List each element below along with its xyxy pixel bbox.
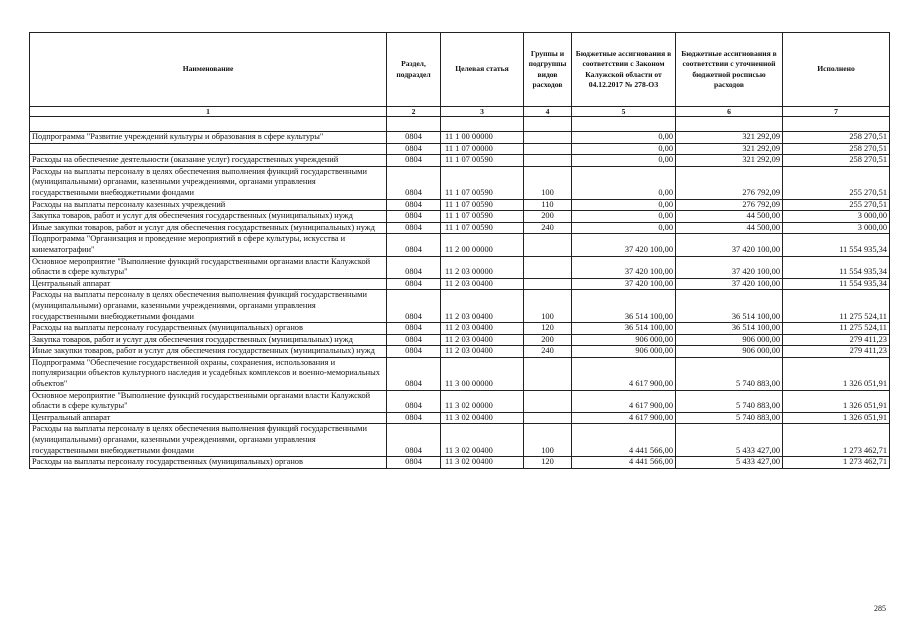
row-target-cell: 11 1 00 00000 — [441, 132, 524, 144]
row-group-cell: 120 — [524, 323, 572, 335]
row-section-cell: 0804 — [387, 346, 441, 358]
header-executed: Исполнено — [783, 33, 890, 107]
row-target-cell: 11 3 02 00400 — [441, 424, 524, 457]
row-group-cell — [524, 256, 572, 278]
row-target-cell: 11 2 03 00400 — [441, 323, 524, 335]
table-row — [30, 256, 890, 278]
row-target-cell: 11 2 03 00400 — [441, 278, 524, 290]
row-law-amount-cell: 37 420 100,00 — [572, 256, 676, 278]
row-name-cell: Иные закупки товаров, работ и услуг для обеспечения государственных (муниципальных) нужд — [30, 346, 387, 358]
row-target-cell: 11 2 03 00400 — [441, 346, 524, 358]
row-executed-amount-cell: 258 270,51 — [783, 155, 890, 167]
table-row — [30, 155, 890, 167]
header-target: Целевая статья — [441, 33, 524, 107]
row-target-cell: 11 3 02 00400 — [441, 412, 524, 424]
row-group-cell: 110 — [524, 199, 572, 211]
row-name-cell: Центральный аппарат — [30, 412, 387, 424]
row-section-cell: 0804 — [387, 256, 441, 278]
table-row — [30, 132, 890, 144]
row-target-cell: 11 2 03 00400 — [441, 334, 524, 346]
row-name-cell: Расходы на выплаты персоналу в целях обеспечения выполнения функций государственными (муниципальными) органами, казенными учреждениями, органами управления государственными внебюджетными фондами — [30, 166, 387, 199]
budget-table-sheet — [29, 32, 889, 469]
row-name-cell: Расходы на выплаты персоналу государственных (муниципальных) органов — [30, 457, 387, 469]
row-executed-amount-cell: 3 000,00 — [783, 222, 890, 234]
row-section-cell: 0804 — [387, 357, 441, 390]
row-law-amount-cell: 4 617 900,00 — [572, 412, 676, 424]
table-row — [30, 222, 890, 234]
row-target-cell: 11 1 07 00590 — [441, 199, 524, 211]
row-group-cell: 100 — [524, 424, 572, 457]
row-law-amount-cell: 0,00 — [572, 211, 676, 223]
row-section-cell: 0804 — [387, 211, 441, 223]
column-number: 1 — [30, 107, 387, 117]
column-number: 5 — [572, 107, 676, 117]
row-executed-amount-cell: 1 326 051,91 — [783, 390, 890, 412]
page-number: 285 — [874, 604, 886, 613]
row-revised-amount-cell: 321 292,09 — [676, 132, 783, 144]
table-row — [30, 457, 890, 469]
table-row — [30, 199, 890, 211]
row-name-cell: Расходы на обеспечение деятельности (оказание услуг) государственных учреждений — [30, 155, 387, 167]
row-group-cell: 240 — [524, 346, 572, 358]
row-group-cell — [524, 412, 572, 424]
row-law-amount-cell: 0,00 — [572, 199, 676, 211]
row-name-cell: Закупка товаров, работ и услуг для обеспечения государственных (муниципальных) нужд — [30, 211, 387, 223]
row-executed-amount-cell: 11 554 935,34 — [783, 278, 890, 290]
header-budget-law: Бюджетные ассигнования в соответствии с Законом Калужской области от 04.12.2017 № 278-ОЗ — [572, 33, 676, 107]
table-row — [30, 211, 890, 223]
row-revised-amount-cell: 5 740 883,00 — [676, 357, 783, 390]
row-group-cell — [524, 278, 572, 290]
row-group-cell — [524, 357, 572, 390]
row-law-amount-cell: 906 000,00 — [572, 346, 676, 358]
row-section-cell: 0804 — [387, 222, 441, 234]
row-name-cell: Иные закупки товаров, работ и услуг для обеспечения государственных (муниципальных) нужд — [30, 222, 387, 234]
row-section-cell: 0804 — [387, 457, 441, 469]
row-name-cell: Подпрограмма "Обеспечение государственной охраны, сохранения, использования и популяризации объектов культурного наследия и усадебных комплексов и военно-мемориальных объектов" — [30, 357, 387, 390]
row-executed-amount-cell: 1 326 051,91 — [783, 357, 890, 390]
table-row — [30, 290, 890, 323]
row-target-cell: 11 2 03 00000 — [441, 256, 524, 278]
table-row — [30, 412, 890, 424]
row-executed-amount-cell: 255 270,51 — [783, 199, 890, 211]
row-group-cell — [524, 155, 572, 167]
column-number: 6 — [676, 107, 783, 117]
row-name-cell: Закупка товаров, работ и услуг для обеспечения государственных (муниципальных) нужд — [30, 334, 387, 346]
row-law-amount-cell: 36 514 100,00 — [572, 290, 676, 323]
row-executed-amount-cell: 258 270,51 — [783, 132, 890, 144]
row-revised-amount-cell: 906 000,00 — [676, 334, 783, 346]
row-target-cell: 11 1 07 00590 — [441, 211, 524, 223]
row-law-amount-cell: 36 514 100,00 — [572, 323, 676, 335]
row-target-cell: 11 1 07 00590 — [441, 155, 524, 167]
row-name-cell: Расходы на выплаты персоналу казенных учреждений — [30, 199, 387, 211]
row-target-cell: 11 2 03 00400 — [441, 290, 524, 323]
row-section-cell: 0804 — [387, 390, 441, 412]
row-law-amount-cell: 0,00 — [572, 166, 676, 199]
row-executed-amount-cell: 11 554 935,34 — [783, 234, 890, 256]
row-revised-amount-cell: 5 433 427,00 — [676, 457, 783, 469]
row-revised-amount-cell: 37 420 100,00 — [676, 234, 783, 256]
row-section-cell: 0804 — [387, 323, 441, 335]
row-executed-amount-cell: 11 275 524,11 — [783, 290, 890, 323]
row-law-amount-cell: 0,00 — [572, 143, 676, 155]
row-executed-amount-cell: 3 000,00 — [783, 211, 890, 223]
header-budget-revised: Бюджетные ассигнования в соответствии с уточненной бюджетной росписью расходов — [676, 33, 783, 107]
row-section-cell: 0804 — [387, 290, 441, 323]
row-law-amount-cell: 37 420 100,00 — [572, 234, 676, 256]
row-law-amount-cell: 4 441 566,00 — [572, 424, 676, 457]
row-group-cell: 200 — [524, 334, 572, 346]
row-name-cell: Подпрограмма "Организация и проведение мероприятий в сфере культуры, искусства и кинематографии" — [30, 234, 387, 256]
row-revised-amount-cell: 321 292,09 — [676, 143, 783, 155]
row-section-cell: 0804 — [387, 334, 441, 346]
row-executed-amount-cell: 255 270,51 — [783, 166, 890, 199]
row-target-cell: 11 2 00 00000 — [441, 234, 524, 256]
row-revised-amount-cell: 321 292,09 — [676, 155, 783, 167]
row-target-cell: 11 1 07 00000 — [441, 143, 524, 155]
row-group-cell: 100 — [524, 166, 572, 199]
table-body — [30, 117, 890, 469]
row-executed-amount-cell: 279 411,23 — [783, 346, 890, 358]
header-row — [30, 33, 890, 107]
row-section-cell: 0804 — [387, 234, 441, 256]
row-revised-amount-cell: 906 000,00 — [676, 346, 783, 358]
row-section-cell: 0804 — [387, 155, 441, 167]
table-row — [30, 346, 890, 358]
row-revised-amount-cell: 276 792,09 — [676, 199, 783, 211]
row-target-cell: 11 3 02 00000 — [441, 390, 524, 412]
table-row — [30, 424, 890, 457]
row-group-cell — [524, 390, 572, 412]
table-row — [30, 166, 890, 199]
row-name-cell: Основное мероприятие "Выполнение функций государственными органами власти Калужской области в сфере культуры" — [30, 390, 387, 412]
row-section-cell: 0804 — [387, 132, 441, 144]
row-law-amount-cell: 4 441 566,00 — [572, 457, 676, 469]
row-law-amount-cell: 0,00 — [572, 222, 676, 234]
row-target-cell: 11 3 02 00400 — [441, 457, 524, 469]
row-law-amount-cell: 4 617 900,00 — [572, 357, 676, 390]
row-revised-amount-cell: 5 740 883,00 — [676, 412, 783, 424]
row-name-cell: Центральный аппарат — [30, 278, 387, 290]
column-number-row — [30, 107, 890, 117]
row-group-cell: 240 — [524, 222, 572, 234]
row-name-cell: Подпрограмма "Развитие учреждений культуры и образования в сфере культуры" — [30, 132, 387, 144]
column-number: 2 — [387, 107, 441, 117]
row-name-cell — [30, 143, 387, 155]
spacer-row — [30, 117, 890, 132]
row-law-amount-cell: 0,00 — [572, 155, 676, 167]
row-executed-amount-cell: 11 554 935,34 — [783, 256, 890, 278]
row-target-cell: 11 3 00 00000 — [441, 357, 524, 390]
table-row — [30, 143, 890, 155]
row-group-cell: 120 — [524, 457, 572, 469]
column-number: 7 — [783, 107, 890, 117]
row-law-amount-cell: 0,00 — [572, 132, 676, 144]
row-law-amount-cell: 4 617 900,00 — [572, 390, 676, 412]
header-groups: Группы и подгруппы видов расходов — [524, 33, 572, 107]
row-target-cell: 11 1 07 00590 — [441, 166, 524, 199]
row-section-cell: 0804 — [387, 166, 441, 199]
row-executed-amount-cell: 1 326 051,91 — [783, 412, 890, 424]
row-group-cell: 100 — [524, 290, 572, 323]
budget-table — [29, 32, 890, 469]
row-section-cell: 0804 — [387, 424, 441, 457]
row-executed-amount-cell: 11 275 524,11 — [783, 323, 890, 335]
row-law-amount-cell: 906 000,00 — [572, 334, 676, 346]
row-group-cell — [524, 234, 572, 256]
row-executed-amount-cell: 1 273 462,71 — [783, 457, 890, 469]
row-revised-amount-cell: 36 514 100,00 — [676, 323, 783, 335]
row-revised-amount-cell: 276 792,09 — [676, 166, 783, 199]
row-group-cell: 200 — [524, 211, 572, 223]
row-name-cell: Расходы на выплаты персоналу государственных (муниципальных) органов — [30, 323, 387, 335]
table-row — [30, 278, 890, 290]
row-section-cell: 0804 — [387, 278, 441, 290]
column-number: 3 — [441, 107, 524, 117]
row-target-cell: 11 1 07 00590 — [441, 222, 524, 234]
table-row — [30, 323, 890, 335]
row-revised-amount-cell: 44 500,00 — [676, 211, 783, 223]
row-revised-amount-cell: 37 420 100,00 — [676, 278, 783, 290]
row-revised-amount-cell: 37 420 100,00 — [676, 256, 783, 278]
row-section-cell: 0804 — [387, 199, 441, 211]
table-row — [30, 234, 890, 256]
header-name: Наименование — [30, 33, 387, 107]
table-row — [30, 357, 890, 390]
row-law-amount-cell: 37 420 100,00 — [572, 278, 676, 290]
row-group-cell — [524, 132, 572, 144]
row-group-cell — [524, 143, 572, 155]
row-executed-amount-cell: 258 270,51 — [783, 143, 890, 155]
row-section-cell: 0804 — [387, 412, 441, 424]
row-name-cell: Основное мероприятие "Выполнение функций государственными органами власти Калужской области в сфере культуры" — [30, 256, 387, 278]
table-row — [30, 334, 890, 346]
row-section-cell: 0804 — [387, 143, 441, 155]
row-name-cell: Расходы на выплаты персоналу в целях обеспечения выполнения функций государственными (муниципальными) органами, казенными учреждениями, органами управления государственными внебюджетными фондами — [30, 424, 387, 457]
header-section: Раздел, подраздел — [387, 33, 441, 107]
row-revised-amount-cell: 36 514 100,00 — [676, 290, 783, 323]
row-name-cell: Расходы на выплаты персоналу в целях обеспечения выполнения функций государственными (муниципальными) органами, казенными учреждениями, органами управления государственными внебюджетными фондами — [30, 290, 387, 323]
row-revised-amount-cell: 5 433 427,00 — [676, 424, 783, 457]
row-executed-amount-cell: 279 411,23 — [783, 334, 890, 346]
column-number: 4 — [524, 107, 572, 117]
row-revised-amount-cell: 44 500,00 — [676, 222, 783, 234]
table-row — [30, 390, 890, 412]
row-revised-amount-cell: 5 740 883,00 — [676, 390, 783, 412]
row-executed-amount-cell: 1 273 462,71 — [783, 424, 890, 457]
